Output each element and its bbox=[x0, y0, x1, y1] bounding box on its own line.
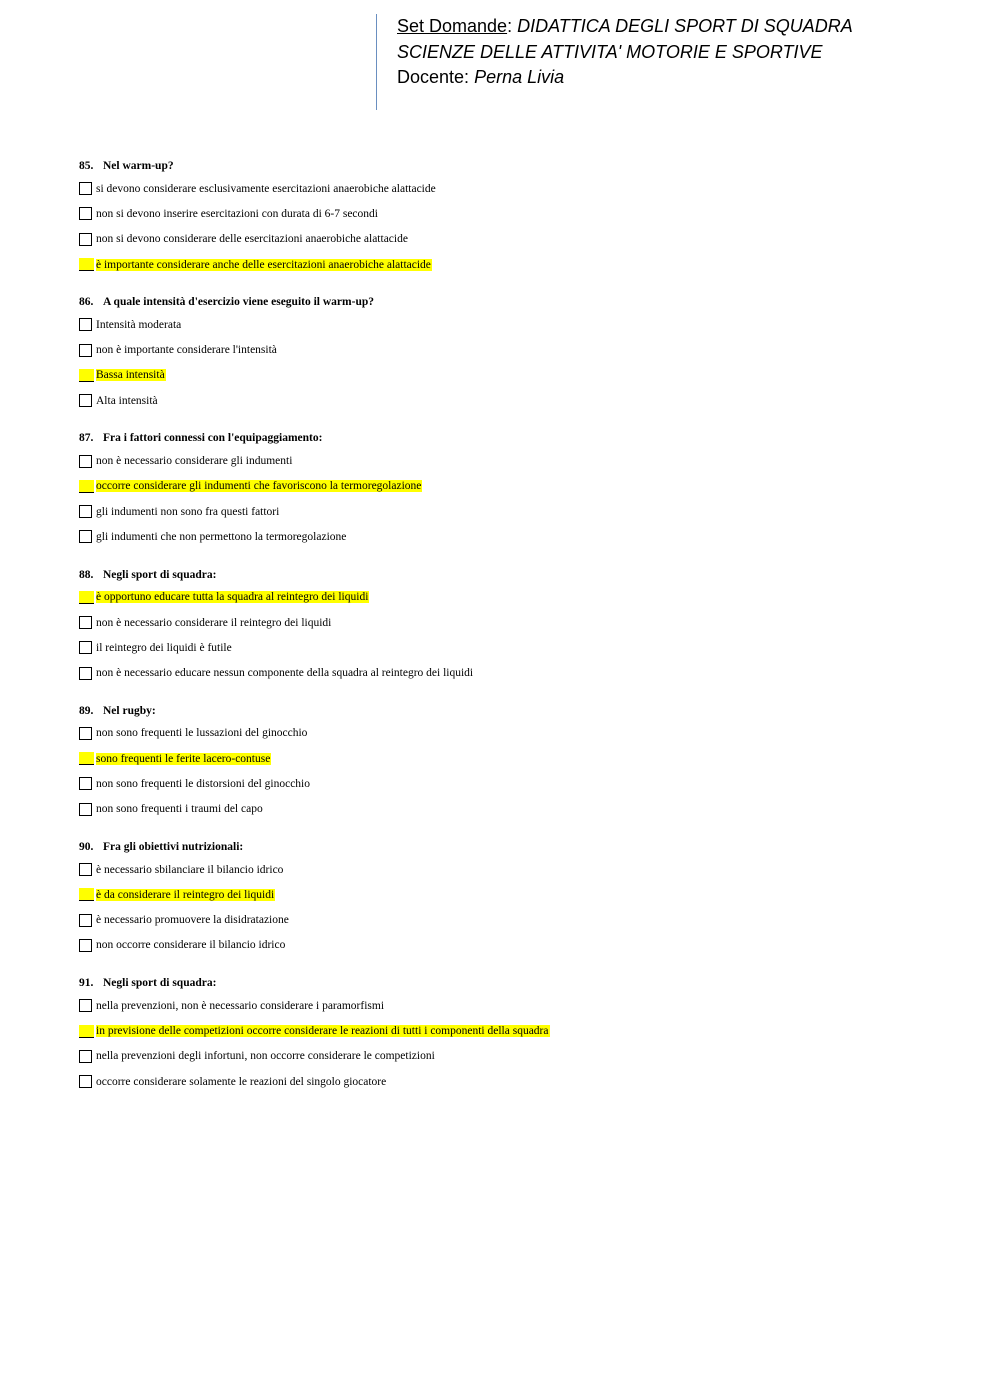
checkbox[interactable] bbox=[79, 591, 94, 604]
answer-text: sono frequenti le ferite lacero-contuse bbox=[96, 752, 271, 765]
checkbox[interactable] bbox=[79, 505, 92, 518]
answer-text: non si devono inserire esercitazioni con durata di 6-7 secondi bbox=[96, 207, 378, 220]
answer-option[interactable] bbox=[79, 933, 959, 958]
teacher-name: Perna Livia bbox=[474, 67, 565, 87]
header-course-line: Set Domande: DIDATTICA DEGLI SPORT DI SQUADRA bbox=[397, 16, 853, 36]
answer-text: non si devono considerare delle esercitazioni anaerobiche alattacide bbox=[96, 233, 408, 246]
answer-text: non è necessario considerare gli indumenti bbox=[96, 455, 293, 468]
checkbox[interactable] bbox=[79, 182, 92, 195]
checkbox[interactable] bbox=[79, 455, 92, 468]
answer-text: gli indumenti che non permettono la termoregolazione bbox=[96, 530, 347, 543]
answer-option[interactable] bbox=[79, 857, 959, 882]
question-title bbox=[79, 292, 959, 312]
answer-text: nella prevenzioni degli infortuni, non occorre considerare le competizioni bbox=[96, 1050, 435, 1063]
answer-option-correct[interactable] bbox=[79, 474, 959, 499]
question-number: 90. bbox=[79, 840, 94, 853]
course-title: DIDATTICA DEGLI SPORT DI SQUADRA bbox=[517, 16, 853, 36]
question-number: 89. bbox=[79, 704, 94, 717]
checkbox[interactable] bbox=[79, 394, 92, 407]
question-title bbox=[79, 156, 959, 176]
answer-option[interactable] bbox=[79, 448, 959, 473]
answer-text: non sono frequenti le distorsioni del ginocchio bbox=[96, 777, 310, 790]
question-number: 88. bbox=[79, 568, 94, 581]
answer-text: è da considerare il reintegro dei liquidi bbox=[96, 888, 275, 901]
answer-option[interactable] bbox=[79, 1044, 959, 1069]
question-number: 86. bbox=[79, 296, 94, 309]
question-text: Nel rugby: bbox=[103, 704, 156, 717]
set-label: Set Domande bbox=[397, 16, 508, 36]
question-text: Negli sport di squadra: bbox=[103, 568, 217, 581]
checkbox[interactable] bbox=[79, 530, 92, 543]
answer-option[interactable] bbox=[79, 797, 959, 822]
checkbox[interactable] bbox=[79, 1025, 94, 1038]
checkbox[interactable] bbox=[79, 803, 92, 816]
question-block bbox=[79, 156, 959, 277]
question-number: 91. bbox=[79, 977, 94, 990]
answer-option[interactable] bbox=[79, 201, 959, 226]
answer-option[interactable] bbox=[79, 337, 959, 362]
checkbox[interactable] bbox=[79, 318, 92, 331]
answer-option-correct[interactable] bbox=[79, 363, 959, 388]
question-number: 85. bbox=[79, 160, 94, 172]
answer-option[interactable] bbox=[79, 993, 959, 1018]
question-text: Fra gli obiettivi nutrizionali: bbox=[103, 840, 244, 853]
answer-text: non è importante considerare l'intensità bbox=[96, 344, 277, 357]
question-title bbox=[79, 973, 959, 993]
checkbox[interactable] bbox=[79, 939, 92, 952]
answer-text: in previsione delle competizioni occorre considerare le reazioni di tutti i componenti della squadra bbox=[96, 1025, 549, 1038]
answer-option-correct[interactable] bbox=[79, 746, 959, 771]
question-title bbox=[79, 837, 959, 857]
checkbox[interactable] bbox=[79, 752, 94, 765]
answer-option[interactable] bbox=[79, 524, 959, 549]
checkbox[interactable] bbox=[79, 344, 92, 357]
header-teacher-line: Docente: Perna Livia bbox=[397, 67, 565, 87]
answer-text: non sono frequenti i traumi del capo bbox=[96, 803, 263, 816]
answer-text: occorre considerare solamente le reazioni del singolo giocatore bbox=[96, 1075, 387, 1088]
question-block bbox=[79, 701, 959, 822]
answer-text: è importante considerare anche delle esercitazioni anaerobiche alattacide bbox=[96, 258, 431, 271]
answer-text: Intensità moderata bbox=[96, 318, 182, 331]
question-title bbox=[79, 565, 959, 585]
checkbox[interactable] bbox=[79, 641, 92, 654]
answer-text: si devono considerare esclusivamente esercitazioni anaerobiche alattacide bbox=[96, 182, 436, 195]
answer-option[interactable] bbox=[79, 721, 959, 746]
checkbox[interactable] bbox=[79, 1075, 92, 1088]
question-number: 87. bbox=[79, 432, 94, 445]
checkbox[interactable] bbox=[79, 616, 92, 629]
checkbox[interactable] bbox=[79, 258, 94, 271]
answer-option[interactable] bbox=[79, 1069, 959, 1094]
answer-text: non sono frequenti le lussazioni del ginocchio bbox=[96, 727, 308, 740]
checkbox[interactable] bbox=[79, 480, 94, 493]
question-text: Fra i fattori connessi con l'equipaggiamento: bbox=[103, 432, 323, 445]
answer-option[interactable] bbox=[79, 635, 959, 660]
answer-option[interactable] bbox=[79, 312, 959, 337]
answer-text: è necessario sbilanciare il bilancio idrico bbox=[96, 863, 284, 876]
question-block bbox=[79, 973, 959, 1094]
checkbox[interactable] bbox=[79, 727, 92, 740]
question-block bbox=[79, 292, 959, 413]
teacher-label: Docente bbox=[397, 67, 465, 87]
answer-option[interactable] bbox=[79, 176, 959, 201]
answer-option[interactable] bbox=[79, 499, 959, 524]
answer-option[interactable] bbox=[79, 610, 959, 635]
answer-text: il reintegro dei liquidi è futile bbox=[96, 641, 232, 654]
answer-text: gli indumenti non sono fra questi fattori bbox=[96, 505, 280, 518]
checkbox[interactable] bbox=[79, 888, 94, 901]
question-block bbox=[79, 428, 959, 549]
answer-option[interactable] bbox=[79, 660, 959, 685]
checkbox[interactable] bbox=[79, 233, 92, 246]
answer-option[interactable] bbox=[79, 388, 959, 413]
question-title bbox=[79, 701, 959, 721]
answer-option[interactable] bbox=[79, 227, 959, 252]
question-block bbox=[79, 837, 959, 958]
question-text: A quale intensità d'esercizio viene eseguito il warm-up? bbox=[103, 296, 374, 309]
answer-text: è necessario promuovere la disidratazione bbox=[96, 914, 289, 927]
answer-option-correct[interactable] bbox=[79, 585, 959, 610]
checkbox[interactable] bbox=[79, 914, 92, 927]
answer-text: non è necessario educare nessun componente della squadra al reintegro dei liquidi bbox=[96, 667, 474, 680]
answer-option[interactable] bbox=[79, 908, 959, 933]
question-text: Nel warm-up? bbox=[103, 160, 174, 172]
question-list bbox=[79, 156, 959, 1109]
answer-text: nella prevenzioni, non è necessario considerare i paramorfismi bbox=[96, 999, 385, 1012]
answer-option-correct[interactable] bbox=[79, 1018, 959, 1043]
checkbox[interactable] bbox=[79, 207, 92, 220]
degree-title: SCIENZE DELLE ATTIVITA' MOTORIE E SPORTIVE bbox=[397, 41, 823, 62]
question-title bbox=[79, 428, 959, 448]
answer-text: Bassa intensità bbox=[96, 369, 165, 382]
answer-option[interactable] bbox=[79, 771, 959, 796]
answer-option-correct[interactable] bbox=[79, 882, 959, 907]
checkbox[interactable] bbox=[79, 777, 92, 790]
checkbox[interactable] bbox=[79, 1050, 92, 1063]
checkbox[interactable] bbox=[79, 999, 92, 1012]
answer-text: occorre considerare gli indumenti che favoriscono la termoregolazione bbox=[96, 480, 422, 493]
checkbox[interactable] bbox=[79, 369, 94, 382]
checkbox[interactable] bbox=[79, 667, 92, 680]
answer-option-correct[interactable] bbox=[79, 252, 959, 277]
answer-text: Alta intensità bbox=[96, 394, 158, 407]
question-text: Negli sport di squadra: bbox=[103, 977, 217, 990]
answer-text: non occorre considerare il bilancio idrico bbox=[96, 939, 286, 952]
answer-text: è opportuno educare tutta la squadra al reintegro dei liquidi bbox=[96, 591, 369, 604]
checkbox[interactable] bbox=[79, 863, 92, 876]
document-header bbox=[376, 14, 936, 110]
question-block bbox=[79, 565, 959, 686]
answer-text: non è necessario considerare il reintegro dei liquidi bbox=[96, 616, 332, 629]
